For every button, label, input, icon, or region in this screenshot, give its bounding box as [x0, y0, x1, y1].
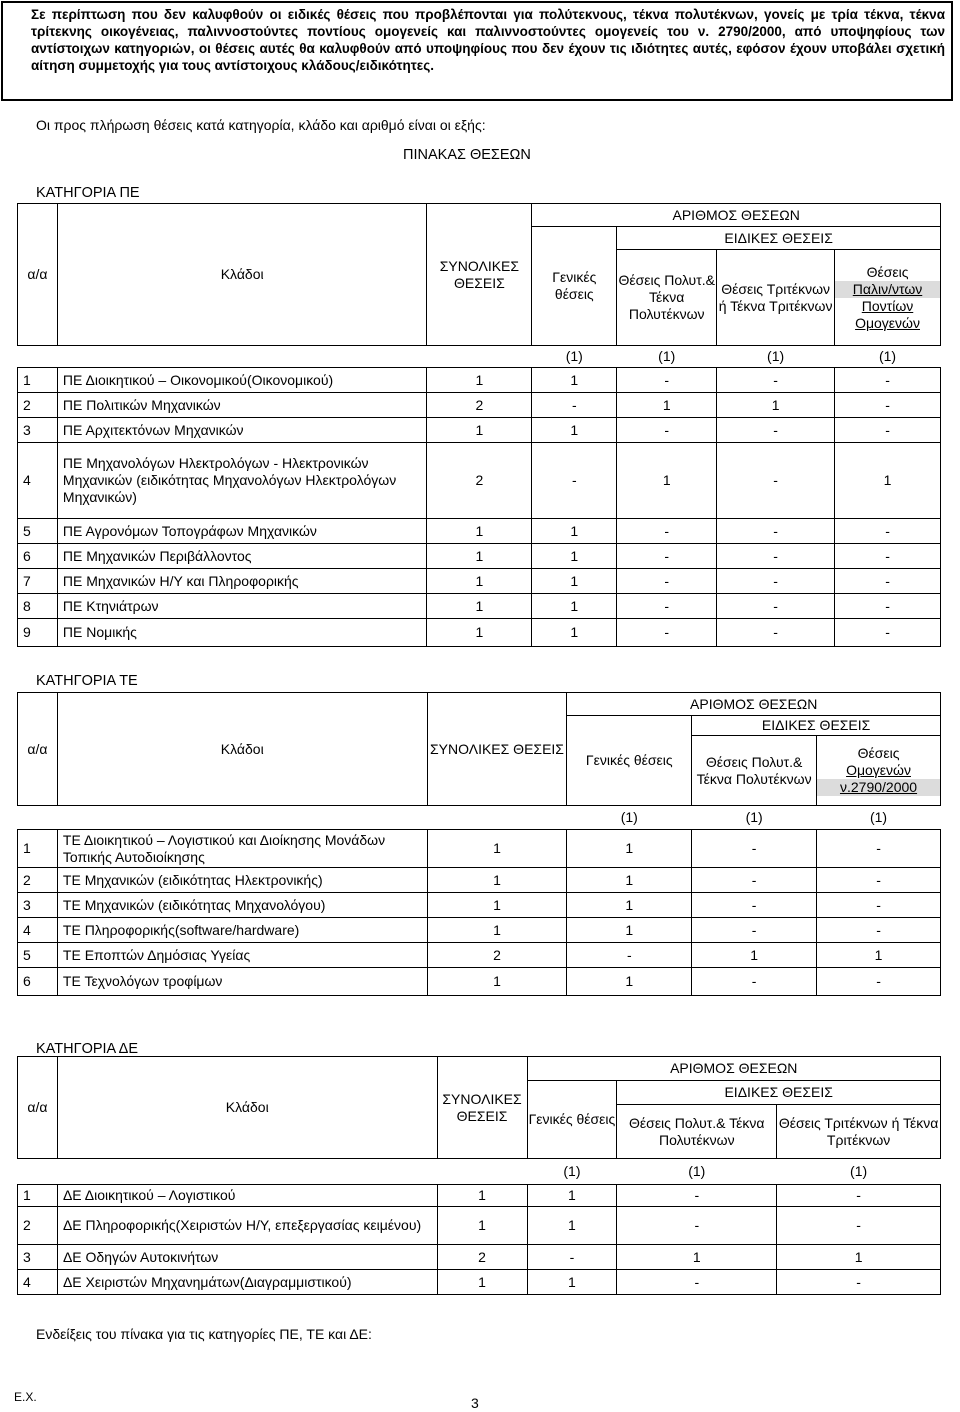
- pe-row-b: -: [717, 544, 835, 569]
- te-header-total: ΣΥΝΟΛΙΚΕΣ ΘΕΣΕΙΣ: [427, 693, 567, 806]
- pe-header-general: Γενικές θέσεις: [532, 227, 617, 346]
- te-header-special: ΕΙΔΙΚΕΣ ΘΕΣΕΙΣ: [692, 716, 941, 736]
- de-note-general: (1): [563, 1163, 581, 1179]
- pe-row-c: -: [835, 544, 941, 569]
- pe-row-klados: ΠΕ Μηχανολόγων Ηλεκτρολόγων - Ηλεκτρονικών Μηχανικών (ειδικότητας Μηχανολόγων Ηλεκτρολόγων Μηχανικών): [57, 443, 427, 519]
- pe-row-total: 1: [427, 418, 532, 443]
- pe-row-c: -: [835, 619, 941, 647]
- pe-row-gen: 1: [532, 519, 617, 544]
- de-row-klados: ΔΕ Διοικητικού – Λογιστικού: [57, 1185, 437, 1207]
- te-row-a: -: [692, 918, 817, 943]
- pe-row-total: 2: [427, 393, 532, 418]
- pe-table-row: [18, 569, 941, 594]
- pe-row-a: 1: [617, 393, 717, 418]
- pe-row-klados: ΠΕ Μηχανικών Περιβάλλοντος: [57, 544, 427, 569]
- te-row-total: 1: [427, 968, 567, 996]
- te-header-polyteknoi: Θέσεις Πολυτ.& Τέκνα Πολυτέκνων: [692, 736, 817, 806]
- pe-row-gen: 1: [532, 418, 617, 443]
- de-row-klados: ΔΕ Χειριστών Μηχανημάτων(Διαγραμμιστικού): [57, 1270, 437, 1295]
- pe-row-number: 7: [18, 569, 58, 594]
- pe-row-number: 6: [18, 544, 58, 569]
- pe-table-row: [18, 393, 941, 418]
- pe-row-number: 3: [18, 418, 58, 443]
- pe-table-row: [18, 418, 941, 443]
- te-row-a: -: [692, 893, 817, 918]
- de-row-number: 2: [18, 1207, 58, 1245]
- pe-row-b: -: [717, 418, 835, 443]
- intro-text: Οι προς πλήρωση θέσεις κατά κατηγορία, κλάδο και αριθμό είναι οι εξής:: [36, 117, 486, 133]
- pe-table: [17, 203, 941, 647]
- pe-row-a: 1: [617, 443, 717, 519]
- legend-text: Ενδείξεις του πίνακα για τις κατηγορίες ΠΕ, ΤΕ και ΔΕ:: [36, 1326, 372, 1342]
- pe-row-b: 1: [717, 393, 835, 418]
- de-row-b: -: [777, 1270, 941, 1295]
- te-row-number: 4: [18, 918, 58, 943]
- de-header-aa: α/α: [18, 1057, 58, 1159]
- pe-row-klados: ΠΕ Αγρονόμων Τοπογράφων Μηχανικών: [57, 519, 427, 544]
- te-note-general: (1): [620, 809, 638, 825]
- pe-header-omogeneis-line2: Παλιν/ντων: [835, 281, 940, 298]
- te-row-a: -: [692, 968, 817, 996]
- te-row-a: -: [692, 868, 817, 893]
- de-row-b: -: [777, 1207, 941, 1245]
- te-row-b: 1: [817, 943, 941, 968]
- pe-note-s3: (1): [878, 348, 897, 364]
- de-row-total: 1: [437, 1207, 527, 1245]
- de-table: [17, 1056, 941, 1295]
- de-table-row: [18, 1270, 941, 1295]
- te-header-omogeneis-line1: Θέσεις: [857, 745, 900, 761]
- te-header-general: Γενικές θέσεις: [567, 716, 692, 806]
- de-row-b: 1: [777, 1245, 941, 1270]
- te-table: [17, 692, 941, 996]
- pe-header-count: ΑΡΙΘΜΟΣ ΘΕΣΕΩΝ: [532, 204, 941, 227]
- te-table-row: [18, 968, 941, 996]
- pe-row-gen: 1: [532, 569, 617, 594]
- de-row-gen: -: [527, 1245, 617, 1270]
- pe-row-klados: ΠΕ Μηχανικών Η/Υ και Πληροφορικής: [57, 569, 427, 594]
- pe-row-total: 1: [427, 619, 532, 647]
- te-row-number: 1: [18, 830, 58, 868]
- pe-row-gen: -: [532, 443, 617, 519]
- de-row-a: -: [617, 1270, 777, 1295]
- pe-header-omogeneis-line4: Ομογενών: [855, 314, 920, 331]
- de-row-klados: ΔΕ Πληροφορικής(Χειριστών Η/Υ, επεξεργασίας κειμένου): [57, 1207, 437, 1245]
- pe-row-total: 1: [427, 569, 532, 594]
- de-note-s1: (1): [688, 1163, 706, 1179]
- pe-row-number: 5: [18, 519, 58, 544]
- pe-row-total: 2: [427, 443, 532, 519]
- te-row-b: -: [817, 830, 941, 868]
- te-row-number: 5: [18, 943, 58, 968]
- te-header-aa: α/α: [18, 693, 58, 806]
- te-row-gen: 1: [567, 918, 692, 943]
- te-row-gen: 1: [567, 893, 692, 918]
- pe-row-klados: ΠΕ Πολιτικών Μηχανικών: [57, 393, 427, 418]
- te-table-row: [18, 893, 941, 918]
- pe-note-general: (1): [565, 348, 583, 364]
- de-row-a: 1: [617, 1245, 777, 1270]
- pe-table-row: [18, 368, 941, 393]
- pe-header-omogeneis: [835, 250, 941, 346]
- pe-row-total: 1: [427, 594, 532, 619]
- te-row-total: 1: [427, 868, 567, 893]
- te-row-klados: ΤΕ Εποπτών Δημόσιας Υγείας: [57, 943, 427, 968]
- pe-row-a: -: [617, 619, 717, 647]
- pe-row-b: -: [717, 443, 835, 519]
- pe-row-c: -: [835, 569, 941, 594]
- pe-row-klados: ΠΕ Κτηνιάτρων: [57, 594, 427, 619]
- te-table-row: [18, 830, 941, 868]
- pe-table-row: [18, 519, 941, 544]
- category-pe-title: ΚΑΤΗΓΟΡΙΑ ΠΕ: [36, 185, 140, 201]
- category-te-title: ΚΑΤΗΓΟΡΙΑ ΤΕ: [36, 673, 138, 689]
- te-row-a: 1: [692, 943, 817, 968]
- te-row-b: -: [817, 868, 941, 893]
- pe-row-gen: 1: [532, 594, 617, 619]
- pe-row-c: -: [835, 418, 941, 443]
- te-row-number: 6: [18, 968, 58, 996]
- pe-row-number: 8: [18, 594, 58, 619]
- pe-row-a: -: [617, 368, 717, 393]
- pe-row-b: -: [717, 368, 835, 393]
- de-table-row: [18, 1207, 941, 1245]
- pe-header-triteknoi: Θέσεις Τριτέκνων ή Τέκνα Τριτέκνων: [717, 250, 835, 346]
- pe-table-row: [18, 443, 941, 519]
- de-row-gen: 1: [527, 1270, 617, 1295]
- te-row-b: -: [817, 968, 941, 996]
- de-row-total: 1: [437, 1185, 527, 1207]
- te-row-gen: 1: [567, 830, 692, 868]
- pe-table-row: [18, 594, 941, 619]
- pe-row-a: -: [617, 594, 717, 619]
- pe-row-gen: 1: [532, 368, 617, 393]
- te-table-row: [18, 868, 941, 893]
- de-table-row: [18, 1185, 941, 1207]
- pe-row-a: -: [617, 519, 717, 544]
- te-row-klados: ΤΕ Πληροφορικής(software/hardware): [57, 918, 427, 943]
- te-row-gen: 1: [567, 868, 692, 893]
- pe-row-b: -: [717, 519, 835, 544]
- te-header-omogeneis: [817, 736, 941, 806]
- pe-row-number: 9: [18, 619, 58, 647]
- de-header-special: ΕΙΔΙΚΕΣ ΘΕΣΕΙΣ: [617, 1081, 941, 1105]
- footer-initials: Ε.Χ.: [14, 1390, 37, 1404]
- de-table-row: [18, 1245, 941, 1270]
- pe-note-s1: (1): [658, 348, 676, 364]
- pe-row-total: 1: [427, 544, 532, 569]
- notice-text: Σε περίπτωση που δεν καλυφθούν οι ειδικές θέσεις που προβλέπονται για πολύτεκνους, τέκνα πολυτέκνων, γονείς με τρία τέκνα, τέκνα τρίτεκνης οικογένειας, παλιννοστούντες ποντίους ομογενείς και παλιννοστούντες ομογενείς του ν. 2790/2000, από υποψηφίους των αντίστοιχων κατηγοριών, οι θέσεις αυτές θα καλυφθούν από υποψηφίους που δεν έχουν τις ιδιότητες αυτές, εφόσον έχουν υποβάλει σχετική αίτηση συμμετοχής για τους αντίστοιχους κλάδους/ειδικότητες.: [31, 7, 945, 73]
- pe-header-aa: α/α: [18, 204, 58, 346]
- pe-row-c: -: [835, 393, 941, 418]
- pe-header-omogeneis-line1: Θέσεις: [866, 263, 909, 280]
- notice-box: [1, 1, 953, 101]
- de-header-klados: Κλάδοι: [57, 1057, 437, 1159]
- te-row-klados: ΤΕ Τεχνολόγων τροφίμων: [57, 968, 427, 996]
- de-row-total: 2: [437, 1245, 527, 1270]
- pe-row-a: -: [617, 544, 717, 569]
- te-note-s2: (1): [869, 809, 888, 825]
- pe-row-number: 1: [18, 368, 58, 393]
- pe-note-s2: (1): [767, 348, 785, 364]
- category-de-title: ΚΑΤΗΓΟΡΙΑ ΔΕ: [36, 1041, 139, 1057]
- pe-header-total: ΣΥΝΟΛΙΚΕΣ ΘΕΣΕΙΣ: [427, 204, 532, 346]
- te-row-total: 1: [427, 830, 567, 868]
- de-row-klados: ΔΕ Οδηγών Αυτοκινήτων: [57, 1245, 437, 1270]
- de-header-triteknoi: Θέσεις Τριτέκνων ή Τέκνα Τριτέκνων: [777, 1105, 941, 1159]
- pe-row-total: 1: [427, 368, 532, 393]
- de-row-gen: 1: [527, 1207, 617, 1245]
- pe-table-row: [18, 619, 941, 647]
- te-row-number: 3: [18, 893, 58, 918]
- te-header-count: ΑΡΙΘΜΟΣ ΘΕΣΕΩΝ: [567, 693, 941, 716]
- page-number: 3: [471, 1395, 479, 1411]
- de-header-total: ΣΥΝΟΛΙΚΕΣ ΘΕΣΕΙΣ: [437, 1057, 527, 1159]
- te-row-gen: 1: [567, 968, 692, 996]
- de-row-a: -: [617, 1207, 777, 1245]
- te-row-b: -: [817, 893, 941, 918]
- de-header-polyteknoi: Θέσεις Πολυτ.& Τέκνα Πολυτέκνων: [617, 1105, 777, 1159]
- pe-row-c: -: [835, 368, 941, 393]
- pe-row-klados: ΠΕ Διοικητικού – Οικονομικού(Οικονομικού): [57, 368, 427, 393]
- te-row-klados: ΤΕ Μηχανικών (ειδικότητας Μηχανολόγου): [57, 893, 427, 918]
- pe-row-total: 1: [427, 519, 532, 544]
- te-note-s1: (1): [745, 809, 763, 825]
- pe-row-gen: -: [532, 393, 617, 418]
- te-row-total: 1: [427, 893, 567, 918]
- de-header-general: Γενικές θέσεις: [527, 1081, 617, 1159]
- te-table-row: [18, 918, 941, 943]
- pe-table-row: [18, 544, 941, 569]
- te-header-omogeneis-line2: Ομογενών: [846, 762, 911, 778]
- pe-row-a: -: [617, 418, 717, 443]
- te-header-omogeneis-line3: ν.2790/2000: [817, 779, 940, 796]
- pe-header-klados: Κλάδοι: [57, 204, 427, 346]
- pe-row-b: -: [717, 619, 835, 647]
- pe-row-number: 2: [18, 393, 58, 418]
- de-row-total: 1: [437, 1270, 527, 1295]
- te-header-klados: Κλάδοι: [57, 693, 427, 806]
- te-row-klados: ΤΕ Διοικητικού – Λογιστικού και Διοίκησης Μονάδων Τοπικής Αυτοδιοίκησης: [57, 830, 427, 868]
- de-header-count: ΑΡΙΘΜΟΣ ΘΕΣΕΩΝ: [527, 1057, 941, 1081]
- te-row-a: -: [692, 830, 817, 868]
- pe-row-b: -: [717, 594, 835, 619]
- de-row-number: 1: [18, 1185, 58, 1207]
- pe-header-omogeneis-line3: Ποντίων: [861, 297, 914, 314]
- de-row-number: 4: [18, 1270, 58, 1295]
- pe-header-special: ΕΙΔΙΚΕΣ ΘΕΣΕΙΣ: [617, 227, 941, 250]
- te-row-b: -: [817, 918, 941, 943]
- pe-row-c: -: [835, 594, 941, 619]
- pe-row-gen: 1: [532, 619, 617, 647]
- de-row-a: -: [617, 1185, 777, 1207]
- te-row-gen: -: [567, 943, 692, 968]
- te-table-row: [18, 943, 941, 968]
- pe-row-b: -: [717, 569, 835, 594]
- pe-header-polyteknoi: Θέσεις Πολυτ.& Τέκνα Πολυτέκνων: [617, 250, 717, 346]
- te-row-number: 2: [18, 868, 58, 893]
- pe-row-a: -: [617, 569, 717, 594]
- de-note-s2: (1): [850, 1163, 868, 1179]
- table-title: ΠΙΝΑΚΑΣ ΘΕΣΕΩΝ: [403, 147, 531, 163]
- pe-row-klados: ΠΕ Αρχιτεκτόνων Μηχανικών: [57, 418, 427, 443]
- pe-row-klados: ΠΕ Νομικής: [57, 619, 427, 647]
- te-row-total: 1: [427, 918, 567, 943]
- pe-row-gen: 1: [532, 544, 617, 569]
- pe-row-c: 1: [835, 443, 941, 519]
- pe-row-c: -: [835, 519, 941, 544]
- de-row-number: 3: [18, 1245, 58, 1270]
- de-row-gen: 1: [527, 1185, 617, 1207]
- te-row-total: 2: [427, 943, 567, 968]
- pe-row-number: 4: [18, 443, 58, 519]
- te-row-klados: ΤΕ Μηχανικών (ειδικότητας Ηλεκτρονικής): [57, 868, 427, 893]
- de-row-b: -: [777, 1185, 941, 1207]
